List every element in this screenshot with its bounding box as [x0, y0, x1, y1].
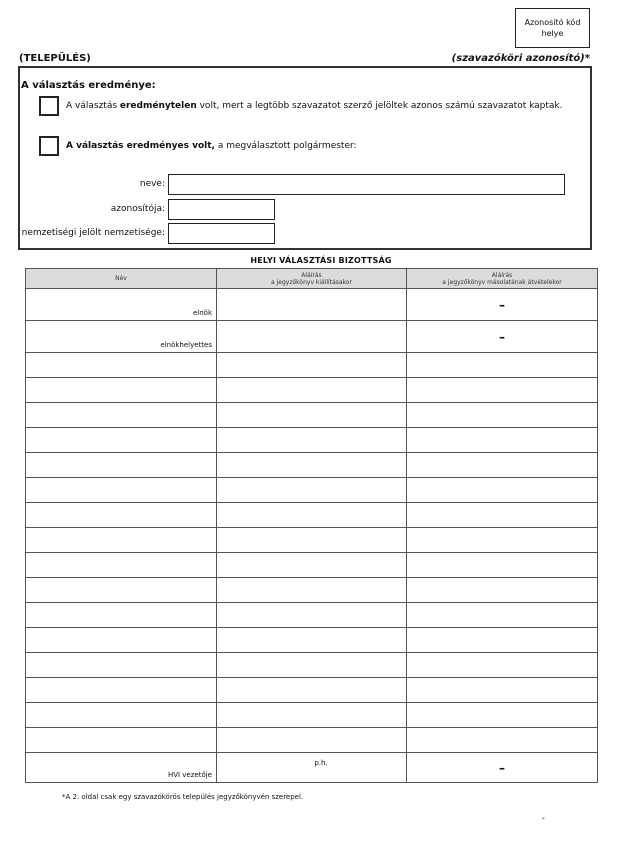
name-cell[interactable] — [26, 553, 217, 578]
receipt-cell[interactable] — [407, 528, 598, 553]
col3-line2: a jegyzőkönyv másolatának átvételekor — [442, 278, 562, 286]
table-row — [26, 453, 598, 478]
name-cell[interactable] — [26, 603, 217, 628]
receipt-cell[interactable] — [407, 553, 598, 578]
option1-suffix: volt, mert a legtöbb szavazatot szerző jelöltek azonos számú szavazatot kaptak. — [196, 101, 563, 111]
signature-cell[interactable] — [217, 528, 407, 553]
col2-line1: Aláírás — [301, 271, 322, 279]
col-signature-issue-header — [217, 269, 407, 289]
col2-line2: a jegyzőkönyv kiállításakor — [271, 278, 352, 286]
receipt-cell[interactable] — [407, 453, 598, 478]
id-code-box — [515, 8, 590, 48]
table-header-row — [26, 269, 598, 289]
id-label: azonosítója: — [110, 204, 165, 214]
receipt-cell[interactable] — [407, 428, 598, 453]
nationality-field[interactable] — [168, 223, 275, 244]
receipt-dash-cell — [407, 753, 598, 783]
option1-bold: eredménytelen — [119, 101, 197, 111]
nationality-label: nemzetiségi jelölt nemzetisége: — [21, 228, 165, 238]
settlement-label: (TELEPÜLÉS) — [19, 53, 91, 64]
signature-cell[interactable] — [217, 289, 407, 321]
signature-cell[interactable] — [217, 753, 407, 783]
signature-cell[interactable] — [217, 578, 407, 603]
signature-cell[interactable] — [217, 653, 407, 678]
dash-mark: – — [499, 297, 505, 312]
dash-mark: – — [499, 760, 505, 775]
committee-table — [25, 268, 598, 783]
name-cell[interactable] — [26, 678, 217, 703]
name-cell[interactable] — [26, 503, 217, 528]
receipt-cell[interactable] — [407, 678, 598, 703]
election-result-box — [18, 66, 592, 250]
name-cell[interactable] — [26, 453, 217, 478]
chair-role-label: elnök — [192, 309, 212, 317]
id-code-line1: Azonosító kód — [524, 18, 581, 27]
table-row — [26, 728, 598, 753]
table-row — [26, 703, 598, 728]
chair-name-cell[interactable] — [26, 289, 217, 321]
name-cell[interactable] — [26, 403, 217, 428]
mayor-id-field[interactable] — [168, 199, 275, 220]
table-row — [26, 403, 598, 428]
table-row — [26, 678, 598, 703]
col3-line1: Aláírás — [491, 271, 513, 279]
footnote: *A 2. oldal csak egy szavazókörös település jegyzőkönyvén szerepel. — [62, 793, 304, 801]
table-row — [26, 603, 598, 628]
table-row — [26, 753, 598, 783]
name-cell[interactable] — [26, 428, 217, 453]
receipt-cell[interactable] — [407, 703, 598, 728]
name-cell[interactable] — [26, 478, 217, 503]
mayor-name-field[interactable] — [168, 174, 565, 195]
signature-cell[interactable] — [217, 728, 407, 753]
receipt-cell[interactable] — [407, 378, 598, 403]
col-name-header — [26, 269, 217, 289]
name-cell[interactable] — [26, 653, 217, 678]
district-id-label — [452, 53, 590, 64]
signature-cell[interactable] — [217, 503, 407, 528]
option2-suffix: a megválasztott polgármester: — [214, 141, 357, 151]
table-row — [26, 553, 598, 578]
hvi-head-name-cell[interactable] — [26, 753, 217, 783]
name-cell[interactable] — [26, 628, 217, 653]
receipt-dash-cell — [407, 289, 598, 321]
name-cell[interactable] — [26, 578, 217, 603]
receipt-cell[interactable] — [407, 353, 598, 378]
receipt-cell[interactable] — [407, 728, 598, 753]
vice-chair-role-label: elnökhelyettes — [160, 341, 212, 349]
table-row — [26, 503, 598, 528]
signature-cell[interactable] — [217, 353, 407, 378]
signature-cell[interactable] — [217, 703, 407, 728]
signature-cell[interactable] — [217, 603, 407, 628]
name-cell[interactable] — [26, 528, 217, 553]
unsuccessful-checkbox[interactable] — [39, 96, 59, 116]
table-row — [26, 428, 598, 453]
option2-bold: A választás eredményes volt, — [66, 141, 215, 151]
table-row — [26, 289, 598, 321]
name-cell[interactable] — [26, 353, 217, 378]
receipt-dash-cell — [407, 321, 598, 353]
hvi-head-role-label: HVI vezetője — [167, 771, 212, 779]
receipt-cell[interactable] — [407, 503, 598, 528]
committee-title: HELYI VÁLASZTÁSI BIZOTTSÁG — [250, 256, 392, 265]
col-name-label: Név — [115, 275, 127, 282]
stamp-place-label: p.h. — [314, 759, 328, 767]
signature-cell[interactable] — [217, 553, 407, 578]
signature-cell[interactable] — [217, 321, 407, 353]
successful-option-text — [66, 141, 357, 151]
id-code-line2: helye — [541, 29, 564, 38]
receipt-cell[interactable] — [407, 578, 598, 603]
receipt-cell[interactable] — [407, 628, 598, 653]
signature-cell[interactable] — [217, 628, 407, 653]
vice-chair-name-cell[interactable] — [26, 321, 217, 353]
unsuccessful-option-text — [66, 101, 563, 111]
table-row — [26, 353, 598, 378]
name-cell[interactable] — [26, 728, 217, 753]
table-row — [26, 378, 598, 403]
district-id-asterisk: * — [584, 53, 590, 64]
name-label: neve: — [139, 179, 165, 189]
successful-checkbox[interactable] — [39, 136, 59, 156]
table-row — [26, 628, 598, 653]
table-row — [26, 321, 598, 353]
option1-prefix: A választás — [66, 101, 120, 111]
signature-cell[interactable] — [217, 678, 407, 703]
district-id-text: (szavazóköri azonosító) — [451, 53, 585, 64]
signature-cell[interactable] — [217, 428, 407, 453]
receipt-cell[interactable] — [407, 603, 598, 628]
receipt-cell[interactable] — [407, 478, 598, 503]
receipt-cell[interactable] — [407, 653, 598, 678]
receipt-cell[interactable] — [407, 403, 598, 428]
table-row — [26, 478, 598, 503]
signature-cell[interactable] — [217, 403, 407, 428]
signature-cell[interactable] — [217, 453, 407, 478]
table-row — [26, 653, 598, 678]
dash-mark: – — [499, 329, 505, 344]
signature-cell[interactable] — [217, 478, 407, 503]
corner-mark: " — [542, 817, 545, 824]
table-row — [26, 528, 598, 553]
election-result-title: A választás eredménye: — [21, 80, 156, 91]
table-row — [26, 578, 598, 603]
signature-cell[interactable] — [217, 378, 407, 403]
col-signature-receipt-header — [407, 269, 598, 289]
name-cell[interactable] — [26, 378, 217, 403]
name-cell[interactable] — [26, 703, 217, 728]
